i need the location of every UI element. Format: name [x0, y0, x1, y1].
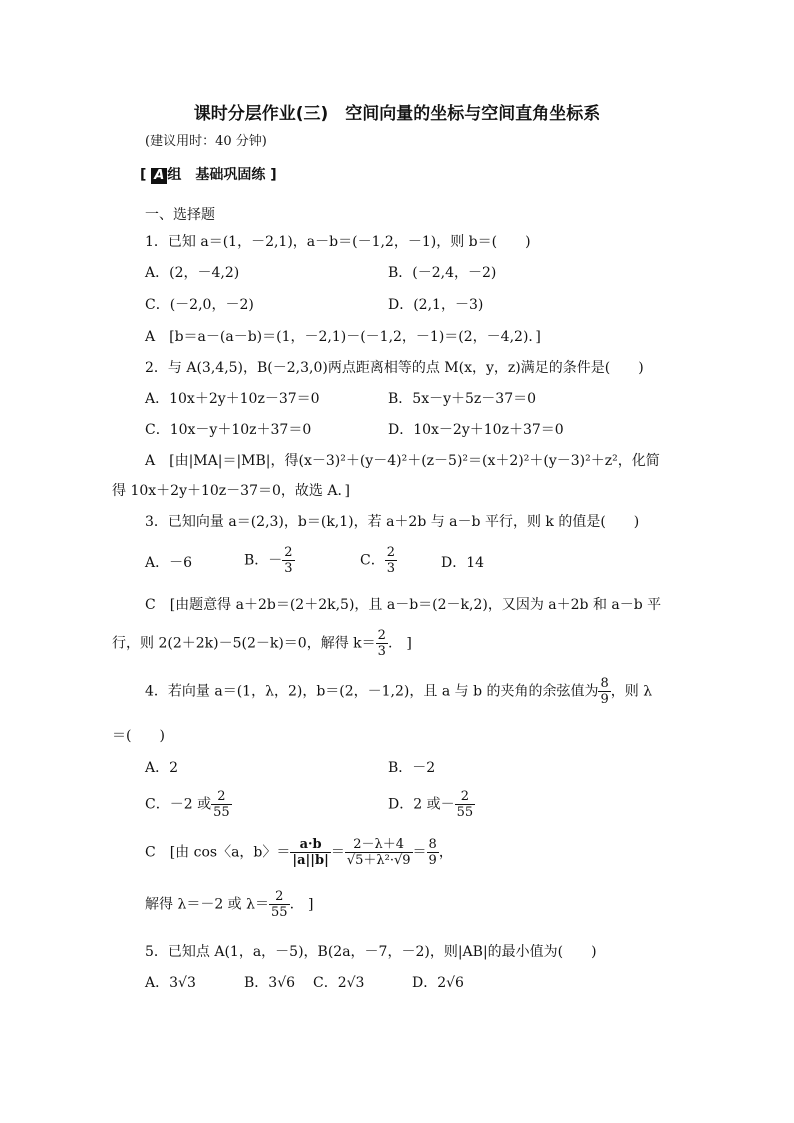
- q1-answer: A [b＝a－(a－b)＝(1，－2,1)－(－1,2，－1)＝(2，－4,2)．]: [145, 329, 541, 345]
- group-badge: A: [151, 168, 167, 184]
- q5-option-b: B．3√6: [244, 975, 296, 991]
- q5-option-a: A．3√3: [145, 975, 196, 991]
- q3-option-b: B．－ $\frac{2}{3}$: [244, 545, 293, 576]
- q4-answer-line2: 解得 λ＝－2 或 λ＝ $\frac{2}{55}$ . ]: [145, 889, 314, 920]
- q2-option-c: C．10x－y＋10z＋37＝0: [145, 422, 312, 438]
- q1-option-a: A．(2，－4,2): [145, 265, 240, 281]
- q2-option-b: B．5x－y＋5z－37＝0: [388, 391, 537, 407]
- q3-stem: 3．已知向量 a＝(2,3)，b＝(k,1)，若 a＋2b 与 a－b 平行，则 k 的值是( ): [145, 514, 640, 530]
- bracket-open: [: [140, 167, 152, 183]
- q3-option-c: C． $\frac{2}{3}$: [360, 545, 395, 576]
- q2-option-a: A．10x＋2y＋10z－37＝0: [145, 391, 320, 407]
- q3-option-d: D．14: [441, 555, 485, 571]
- q4-option-d: D．2 或－ $\frac{2}{55}$: [388, 789, 474, 820]
- q2-option-d: D．10x－2y＋10z＋37＝0: [388, 422, 564, 438]
- q3-answer-line1: C [由题意得 a＋2b＝(2＋2k,5)，且 a－b＝(2－k,2)，又因为 a＋2b 和 a－b 平: [145, 597, 662, 613]
- q4-answer-line1: C [由 cos〈a，b〉＝ $\frac{a\cdot b}{|a||b|}$ ＝ $\frac{2-\lambda+4}{\text{√5＋λ²·√9}}$ ＝ $\frac{8}{9}$ ，: [145, 837, 453, 868]
- time-note: (建议用时：40 分钟): [145, 134, 267, 149]
- page-title: 课时分层作业(三) 空间向量的坐标与空间直角坐标系: [193, 104, 601, 124]
- q4-stem: 4．若向量 a＝(1，λ，2)，b＝(2，－1,2)，且 a 与 b 的夹角的余弦值为 $\frac{8}{9}$ ，则 λ: [145, 676, 653, 707]
- group-header: [140, 166, 277, 184]
- bracket-close: ]: [265, 167, 277, 183]
- q1-option-c: C．(－2,0，－2): [145, 297, 254, 313]
- q3-option-a: A．－6: [145, 555, 193, 571]
- q2-stem: 2．与 A(3,4,5)，B(－2,3,0)两点距离相等的点 M(x，y，z)满足的条件是( ): [145, 360, 644, 376]
- q4-option-c: C．－2 或 $\frac{2}{55}$: [145, 789, 230, 820]
- q1-option-b: B．(－2,4，－2): [388, 265, 497, 281]
- section-heading: 一、选择题: [145, 207, 215, 223]
- q2-answer-line2: 得 10x＋2y＋10z－37＝0，故选 A．]: [112, 483, 350, 499]
- q5-option-d: D．2√6: [412, 975, 464, 991]
- q1-option-d: D．(2,1，－3): [388, 297, 484, 313]
- q2-answer-line1: A [由|MA|＝|MB|，得(x－3)²＋(y－4)²＋(z－5)²＝(x＋2)²＋(y－3)²＋z²，化简: [145, 453, 660, 469]
- q5-stem: 5．已知点 A(1，a，－5)，B(2a，－7，－2)，则|AB|的最小值为( ): [145, 944, 597, 960]
- q4-option-b: B．－2: [388, 760, 436, 776]
- q1-stem: 1．已知 a＝(1，－2,1)，a－b＝(－1,2，－1)，则 b＝( ): [145, 234, 531, 250]
- q4-stem-line2: ＝( ): [112, 728, 165, 744]
- q5-option-c: C．2√3: [313, 975, 365, 991]
- group-label: 组 基础巩固练: [167, 167, 266, 183]
- q4-option-a: A．2: [145, 760, 179, 776]
- q3-answer-line2: 行，则 2(2＋2k)－5(2－k)＝0，解得 k＝ $\frac{2}{3}$ . ]: [112, 628, 412, 659]
